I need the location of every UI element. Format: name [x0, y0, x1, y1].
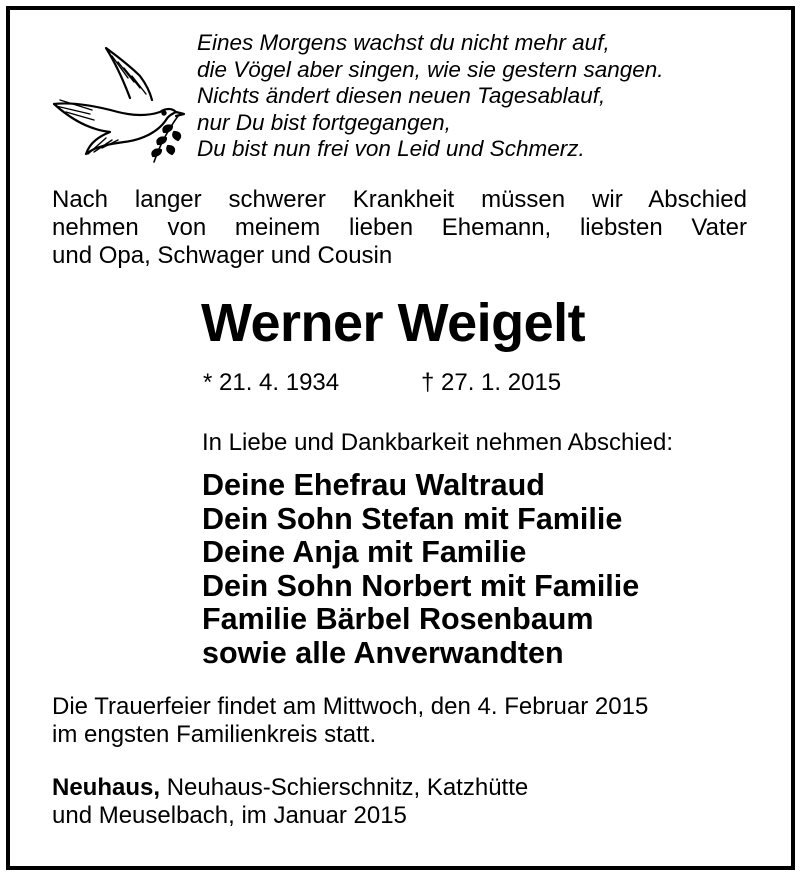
poem-line: die Vögel aber singen, wie sie gestern sangen.: [197, 56, 664, 82]
mourner: Familie Bärbel Rosenbaum: [202, 602, 594, 636]
mourner: Dein Sohn Norbert mit Familie: [202, 568, 640, 603]
intro-line: nehmen von meinem lieben Ehemann, liebsten Vater: [52, 214, 747, 241]
place-line: [52, 774, 528, 802]
intro-line: und Opa, Schwager und Cousin: [52, 242, 393, 269]
other-towns: Neuhaus-Schierschnitz, Katzhütte: [160, 774, 529, 801]
poem-line: Du bist nun frei von Leid und Schmerz.: [197, 136, 585, 161]
intro-text: [52, 186, 747, 270]
mourner: Deine Anja mit Familie: [202, 535, 527, 569]
birth-date: * 21. 4. 1934: [203, 369, 340, 396]
mourners-list: [202, 469, 639, 670]
mourner: Deine Ehefrau Waltraud: [202, 468, 545, 502]
poem-line: Eines Morgens wachst du nicht mehr auf,: [197, 30, 610, 55]
ceremony-line: im engsten Familienkreis statt.: [52, 721, 377, 748]
intro-line: Nach langer schwerer Krankheit müssen wir Abschied: [52, 186, 747, 213]
town-name: Neuhaus,: [52, 774, 161, 801]
mourner: sowie alle Anverwandten: [202, 635, 564, 670]
thanks-line: In Liebe und Dankbarkeit nehmen Abschied:: [202, 429, 673, 456]
death-date: † 27. 1. 2015: [421, 369, 562, 396]
mourner: Dein Sohn Stefan mit Familie: [202, 501, 623, 536]
dove-icon: [48, 42, 188, 166]
ceremony-notice: [52, 693, 648, 749]
deceased-name: Werner Weigelt: [201, 293, 586, 353]
poem-line: Nichts ändert diesen neuen Tagesablauf,: [197, 83, 606, 108]
poem: [197, 30, 664, 163]
place-line: und Meuselbach, im Januar 2015: [52, 802, 407, 829]
ceremony-line: Die Trauerfeier findet am Mittwoch, den 4. Februar 2015: [52, 693, 649, 720]
place-and-date: [52, 774, 528, 830]
poem-line: nur Du bist fortgegangen,: [197, 109, 451, 135]
life-dates: [203, 368, 562, 398]
